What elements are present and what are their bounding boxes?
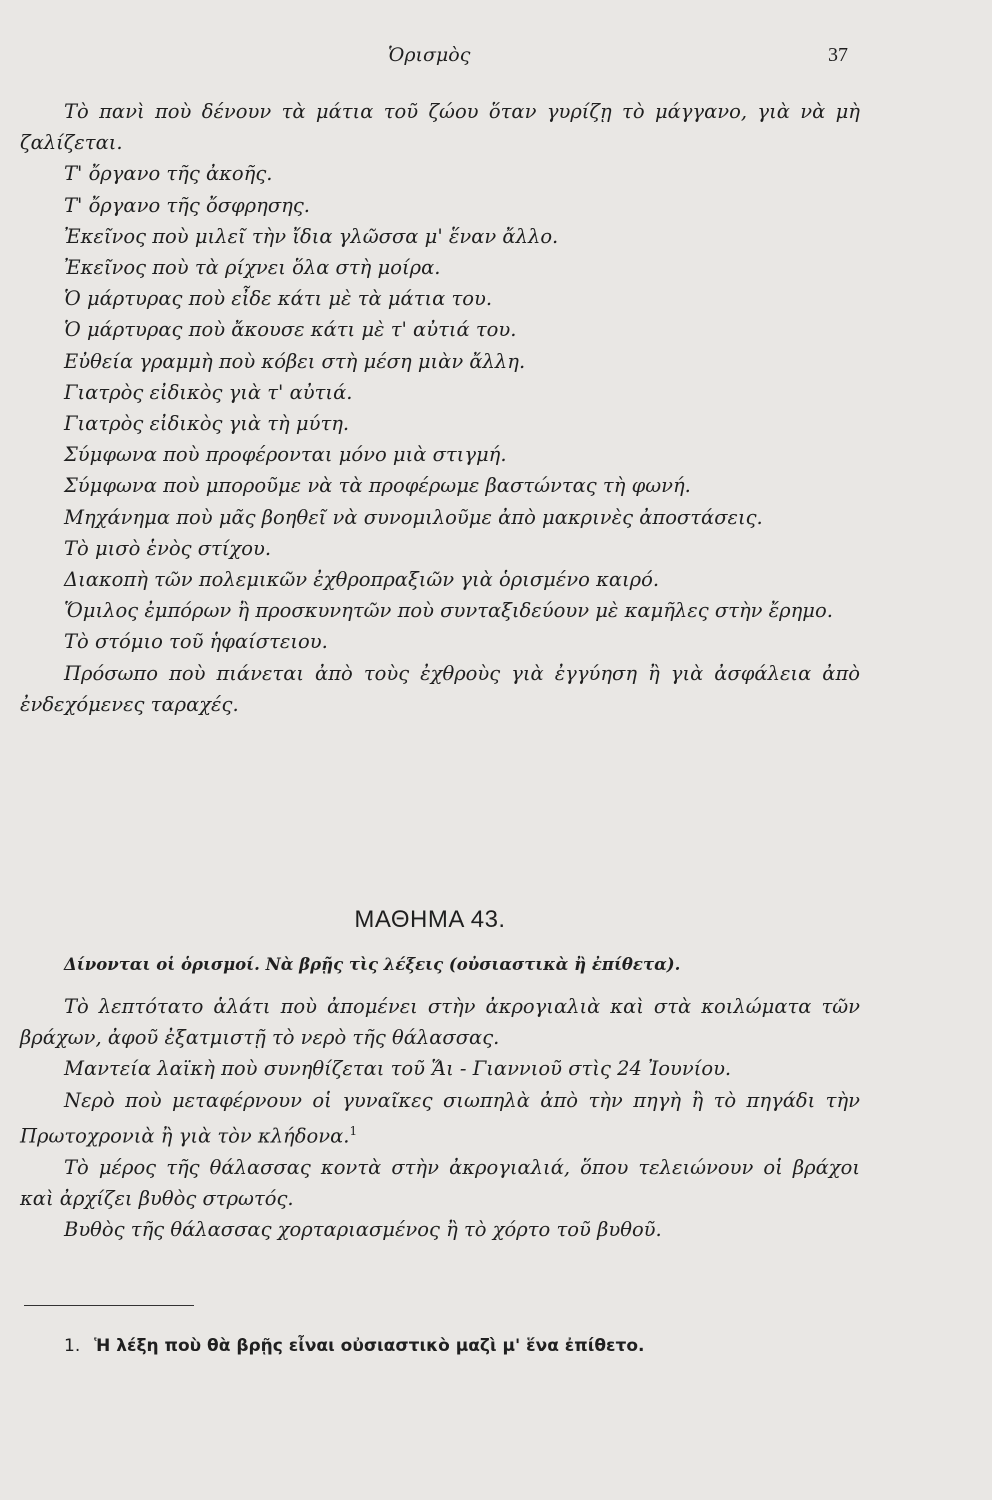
footnote-marker: 1 [349, 1123, 358, 1138]
lesson-definitions [20, 991, 860, 1245]
definition-item: Τὸ πανὶ ποὺ δένουν τὰ μάτια τοῦ ζώου ὅταν γυρίζῃ τὸ μάγγανο, γιὰ νὰ μὴ ζαλίζεται. [20, 100, 860, 155]
lesson-item [20, 1214, 860, 1245]
lesson-item [20, 1085, 860, 1152]
definition-item: Ὁ μάρτυρας ποὺ εἶδε κάτι μὲ τὰ μάτια του. [64, 287, 493, 311]
lesson-item-text: Τὸ λεπτότατο ἁλάτι ποὺ ἀπομένει στὴν ἀκρογιαλιὰ καὶ στὰ κοιλώματα τῶν βράχων, ἀφοῦ ἐξατμιστῇ τὸ νερὸ τῆς θάλασσας. [20, 995, 860, 1050]
footnote-text: Ἡ λέξη ποὺ θὰ βρῇς εἶναι οὐσιαστικὸ μαζὶ μ' ἕνα ἐπίθετο. [94, 1336, 645, 1356]
running-title: Ὁρισμὸς [388, 44, 471, 66]
definitions-list [20, 96, 860, 720]
lesson-item [20, 1053, 860, 1084]
definition-item: Γιατρὸς εἰδικὸς γιὰ τὴ μύτη. [64, 412, 350, 436]
definition-item: Πρόσωπο ποὺ πιάνεται ἀπὸ τοὺς ἐχθροὺς γιὰ ἐγγύηση ἢ γιὰ ἀσφάλεια ἀπὸ ἐνδεχόμενες ταραχές. [20, 661, 860, 716]
definition-item: Τὸ μισὸ ἑνὸς στίχου. [64, 536, 272, 560]
definition-item: Γιατρὸς εἰδικὸς γιὰ τ' αὐτιά. [64, 380, 353, 404]
definition-item: Ὅμιλος ἐμπόρων ἢ προσκυνητῶν ποὺ συνταξιδεύουν μὲ καμῆλες στὴν ἔρημο. [64, 599, 833, 623]
page-header [0, 44, 992, 74]
definition-item: Τ' ὄργανο τῆς ἀκοῆς. [64, 162, 273, 186]
lesson-item-text: Τὸ μέρος τῆς θάλασσας κοντὰ στὴν ἀκρογιαλιά, ὅπου τελειώνουν οἱ βράχοι καὶ ἀρχίζει βυθὸς στρωτός. [20, 1155, 860, 1210]
definition-item: Μηχάνημα ποὺ μᾶς βοηθεῖ νὰ συνομιλοῦμε ἀπὸ μακρινὲς ἀποστάσεις. [64, 505, 763, 529]
lesson-item-text: Μαντεία λαϊκὴ ποὺ συνηθίζεται τοῦ Ἅι - Γιαννιοῦ στὶς 24 Ἰουνίου. [64, 1057, 732, 1081]
footnote [64, 1336, 864, 1356]
lesson-heading: ΜΑΘΗΜΑ 43. [354, 906, 506, 933]
lesson-item-text: Βυθὸς τῆς θάλασσας χορταριασμένος ἢ τὸ χόρτο τοῦ βυθοῦ. [64, 1217, 662, 1241]
definition-item: Εὐθεία γραμμὴ ποὺ κόβει στὴ μέση μιὰν ἄλλη. [64, 349, 526, 373]
lesson-item [20, 991, 860, 1053]
definition-item: Τ' ὄργανο τῆς ὄσφρησης. [64, 193, 310, 217]
definition-item: Ὁ μάρτυρας ποὺ ἄκουσε κάτι μὲ τ' αὐτιά του. [64, 318, 517, 342]
footnote-divider [24, 1305, 194, 1306]
lesson-instructions: Δίνονται οἱ ὁρισμοί. Νὰ βρῇς τὶς λέξεις (οὐσιαστικὰ ἢ ἐπίθετα). [64, 955, 681, 974]
lesson-item-text: Νερὸ ποὺ μεταφέρνουν οἱ γυναῖκες σιωπηλὰ ἀπὸ τὴν πηγὴ ἢ τὸ πηγάδι τὴν Πρωτοχρονιὰ ἢ γιὰ τὸν κλήδονα. [20, 1088, 860, 1148]
page-number: 37 [828, 44, 848, 66]
definition-item: Σύμφωνα ποὺ μποροῦμε νὰ τὰ προφέρωμε βαστώντας τὴ φωνή. [64, 474, 691, 498]
definition-item: Ἐκεῖνος ποὺ τὰ ρίχνει ὅλα στὴ μοίρα. [64, 256, 441, 280]
definition-item: Σύμφωνα ποὺ προφέρονται μόνο μιὰ στιγμή. [64, 443, 507, 467]
definition-item: Διακοπὴ τῶν πολεμικῶν ἐχθροπραξιῶν γιὰ ὁρισμένο καιρό. [64, 568, 660, 592]
lesson-item [20, 1152, 860, 1214]
definition-item: Ἐκεῖνος ποὺ μιλεῖ τὴν ἴδια γλῶσσα μ' ἕναν ἄλλο. [64, 224, 559, 248]
footnote-number: 1. [64, 1336, 81, 1356]
definition-item: Τὸ στόμιο τοῦ ἡφαίστειου. [64, 630, 328, 654]
